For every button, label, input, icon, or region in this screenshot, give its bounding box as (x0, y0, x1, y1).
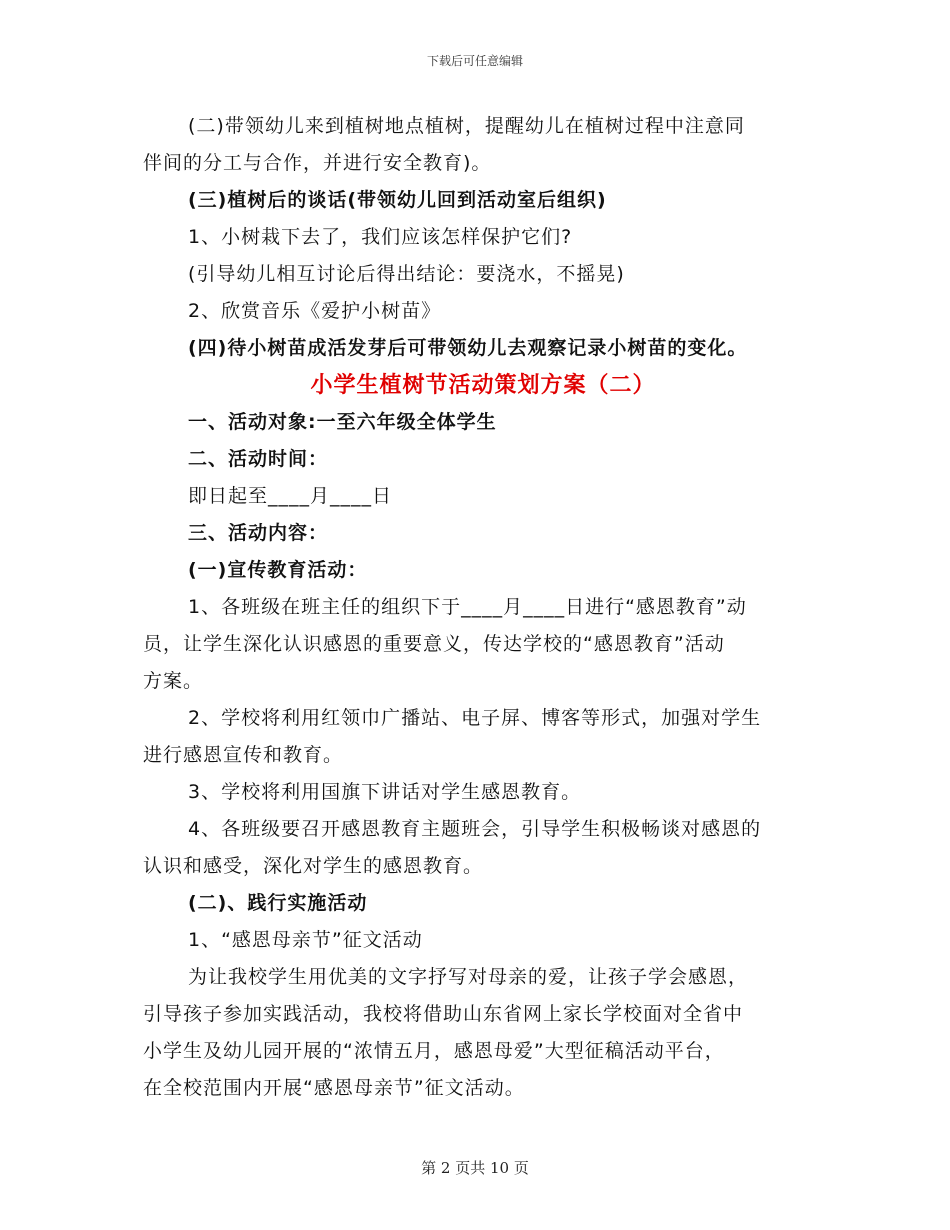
paragraph-line: 4、各班级要召开感恩教育主题班会，引导学生积极畅谈对感恩的 (188, 818, 762, 840)
section-heading: 一、活动对象:一至六年级全体学生 (188, 411, 497, 433)
section-heading: 二、活动时间： (188, 448, 329, 470)
section-heading: (三)植树后的谈话(带领幼儿回到活动室后组织) (188, 189, 607, 211)
section-heading: 三、活动内容： (188, 522, 329, 544)
section-heading: (二)、践行实施活动 (188, 892, 368, 914)
paragraph-line: 方案。 (143, 670, 204, 692)
section-heading: (四)待小树苗成活发芽后可带领幼儿去观察记录小树苗的变化。 (188, 337, 748, 359)
page-header: 下载后可任意编辑 (426, 54, 523, 68)
paragraph-line: 1、“感恩母亲节”征文活动 (188, 929, 423, 951)
paragraph-line: 1、各班级在班主任的组织下于____月____日进行“感恩教育”动 (188, 596, 747, 618)
paragraph-line: 3、学校将利用国旗下讲话对学生感恩教育。 (188, 781, 582, 803)
document-title: 小学生植树节活动策划方案（二） (310, 373, 656, 398)
paragraph-line: 即日起至____月____日 (188, 485, 393, 507)
paragraph-line: 1、小树栽下去了，我们应该怎样保护它们? (188, 226, 573, 248)
paragraph-line: 为让我校学生用优美的文字抒写对母亲的爱，让孩子学会感恩， (188, 966, 749, 988)
page-footer: 第 2 页共 10 页 (421, 1159, 529, 1177)
paragraph-line: 员，让学生深化认识感恩的重要意义，传达学校的“感恩教育”活动 (143, 633, 725, 655)
paragraph-line: 引导孩子参加实践活动，我校将借助山东省网上家长学校面对全省中 (143, 1003, 744, 1025)
paragraph-line: 认识和感受，深化对学生的感恩教育。 (143, 855, 484, 877)
paragraph-line: 2、学校将利用红领巾广播站、电子屏、博客等形式，加强对学生 (188, 707, 762, 729)
section-heading: (一)宣传教育活动： (188, 559, 368, 581)
paragraph-line: 小学生及幼儿园开展的“浓情五月，感恩母爱”大型征稿活动平台， (143, 1040, 725, 1062)
paragraph-line: (二)带领幼儿来到植树地点植树，提醒幼儿在植树过程中注意同 (188, 115, 745, 137)
paragraph-line: 2、欣赏音乐《爱护小树苗》 (188, 300, 442, 322)
paragraph-line: 在全校范围内开展“感恩母亲节”征文活动。 (143, 1077, 525, 1099)
paragraph-line: 伴间的分工与合作，并进行安全教育)。 (143, 152, 492, 174)
paragraph-line: (引导幼儿相互讨论后得出结论：要浇水，不摇晃) (188, 263, 625, 285)
document-body (143, 108, 813, 1107)
paragraph-line: 进行感恩宣传和教育。 (143, 744, 344, 766)
